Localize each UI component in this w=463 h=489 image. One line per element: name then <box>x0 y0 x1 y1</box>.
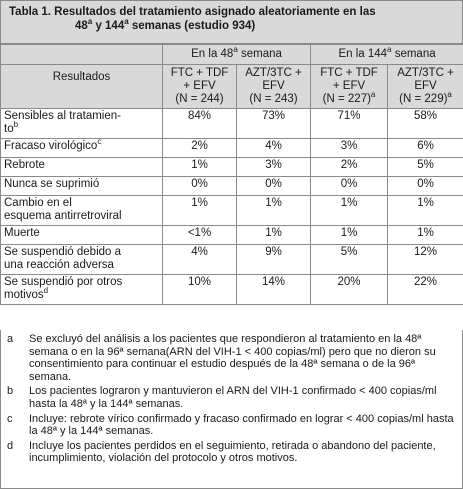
group-line: EFV <box>262 80 285 92</box>
group-line: FTC + TDF <box>320 67 378 79</box>
footnote-text: Incluye: rebrote vírico confirmado y fracaso confirmado en lograr < 400 copias/ml hasta la 48ª y la 144ª semanas. <box>29 412 454 438</box>
table-row <box>1 245 463 275</box>
value-cell: 0% <box>163 177 237 196</box>
row-label-text: Se suspendió por otros <box>4 276 123 288</box>
results-column-header: Resultados <box>1 65 163 109</box>
week-48-text: En la 48 <box>191 48 234 60</box>
row-label: Muerte <box>1 226 163 245</box>
title-sup: a <box>87 17 93 27</box>
footnotes <box>0 330 463 489</box>
week-144-sup: a <box>387 45 392 55</box>
row-label-text: Sensibles al tratamien- <box>4 110 121 122</box>
week-144-text: En la 144 <box>338 48 388 60</box>
table-row <box>1 158 463 177</box>
value-cell: 2% <box>311 158 388 177</box>
row-label <box>1 139 163 158</box>
row-label-sup: d <box>43 286 49 296</box>
value-cell: 84% <box>163 109 237 139</box>
value-cell: 4% <box>237 139 311 158</box>
week-144-header <box>311 45 463 65</box>
row-label: Rebrote <box>1 158 163 177</box>
group-header <box>311 65 388 109</box>
row-label-text: esquema antirretroviral <box>4 210 122 222</box>
value-cell: 1% <box>237 226 311 245</box>
footnote-mark: a <box>7 333 14 345</box>
value-cell: 14% <box>237 275 311 305</box>
group-line: AZT/3TC + <box>397 67 454 79</box>
empty-corner <box>1 45 163 65</box>
row-label-sup: c <box>97 137 102 147</box>
week-144-text: semana <box>391 48 436 60</box>
row-label-text: Cambio en el <box>4 197 72 209</box>
value-cell: 58% <box>388 109 463 139</box>
footnote <box>7 440 456 465</box>
value-cell: 2% <box>163 139 237 158</box>
value-cell: 73% <box>237 109 311 139</box>
value-cell: 9% <box>237 245 311 275</box>
group-n: (N = 229) <box>399 93 448 105</box>
value-cell: 0% <box>237 177 311 196</box>
table-row <box>1 139 463 158</box>
group-header <box>388 65 463 109</box>
title-line-1: Tabla 1. Resultados del tratamiento asignado aleatoriamente en las <box>9 6 376 18</box>
week-48-header <box>163 45 311 65</box>
footnote-mark: b <box>7 385 14 398</box>
title-part: y 144 <box>92 20 125 32</box>
group-line: + EFV <box>332 80 366 92</box>
value-cell: 1% <box>163 196 237 226</box>
table-row <box>1 275 463 305</box>
title-line-2 <box>9 19 456 33</box>
group-header-row <box>1 65 463 109</box>
value-cell: 5% <box>311 245 388 275</box>
group-line: + EFV <box>183 80 216 92</box>
group-line: EFV <box>414 80 437 92</box>
value-cell: 20% <box>311 275 388 305</box>
row-label-sup: b <box>13 120 19 130</box>
value-cell: 71% <box>311 109 388 139</box>
group-n: (N = 243) <box>249 93 298 105</box>
value-cell: 22% <box>388 275 463 305</box>
row-label <box>1 245 163 275</box>
week-48-text: semana <box>237 48 282 60</box>
value-cell: 4% <box>163 245 237 275</box>
value-cell: 1% <box>388 226 463 245</box>
group-header <box>237 65 311 109</box>
row-label-text: to <box>4 123 14 135</box>
value-cell: 1% <box>311 196 388 226</box>
value-cell: 3% <box>311 139 388 158</box>
table-row <box>1 109 463 139</box>
table-row <box>1 226 463 245</box>
week-header-row <box>1 45 463 65</box>
group-header <box>163 65 237 109</box>
results-table <box>0 44 463 305</box>
group-line: AZT/3TC + <box>245 67 302 79</box>
table-title <box>0 0 463 44</box>
value-cell: 1% <box>237 196 311 226</box>
footnote-text: Los pacientes lograron y mantuvieron el ARN del VIH-1 confirmado < 400 copias/ml hasta la 48ª y la 144ª semanas. <box>29 385 437 410</box>
footnote <box>7 413 456 438</box>
group-sup: a <box>447 90 452 100</box>
group-sup: a <box>370 90 376 100</box>
footnote-text: Se excluyó del análisis a los pacientes que respondieron al tratamiento en la 48ª semana o en la 96ª semana(ARN del VIH-1 < 400 copias/ml) pero que no dieron su consentimiento para continuar el estudio después de la 48ª semana o de la 96ª semana. <box>29 333 436 383</box>
table-row <box>1 196 463 226</box>
value-cell: <1% <box>163 226 237 245</box>
value-cell: 12% <box>388 245 463 275</box>
row-label <box>1 109 163 139</box>
value-cell: 1% <box>163 158 237 177</box>
value-cell: 0% <box>388 177 463 196</box>
row-label-text: una reacción adversa <box>4 259 114 271</box>
group-n: (N = 244) <box>175 93 224 105</box>
value-cell: 1% <box>311 226 388 245</box>
row-label: Nunca se suprimió <box>1 177 163 196</box>
row-label-text: Se suspendió debido a <box>4 246 122 258</box>
value-cell: 10% <box>163 275 237 305</box>
week-48-sup: a <box>233 45 238 55</box>
footnote <box>7 385 456 410</box>
value-cell: 0% <box>311 177 388 196</box>
table-row <box>1 177 463 196</box>
footnote <box>7 333 456 383</box>
row-label-text: motivos <box>4 289 44 301</box>
row-label-text: Fracaso virológico <box>4 140 98 152</box>
row-label <box>1 196 163 226</box>
title-part: semanas (estudio 934) <box>128 20 256 32</box>
footnote-text: Incluye los pacientes perdidos en el seguimiento, retirada o abandono del paciente, incumplimiento, violación del protocolo y otros motivos. <box>29 439 436 465</box>
value-cell: 3% <box>237 158 311 177</box>
value-cell: 5% <box>388 158 463 177</box>
group-n: (N = 227) <box>322 93 371 105</box>
value-cell: 6% <box>388 139 463 158</box>
footnote-mark: c <box>7 412 13 425</box>
row-label <box>1 275 163 305</box>
footnote-mark: d <box>7 439 14 452</box>
value-cell: 1% <box>388 196 463 226</box>
group-line: FTC + TDF <box>170 67 229 79</box>
title-sup: a <box>124 17 129 27</box>
title-part: 48 <box>75 20 88 32</box>
